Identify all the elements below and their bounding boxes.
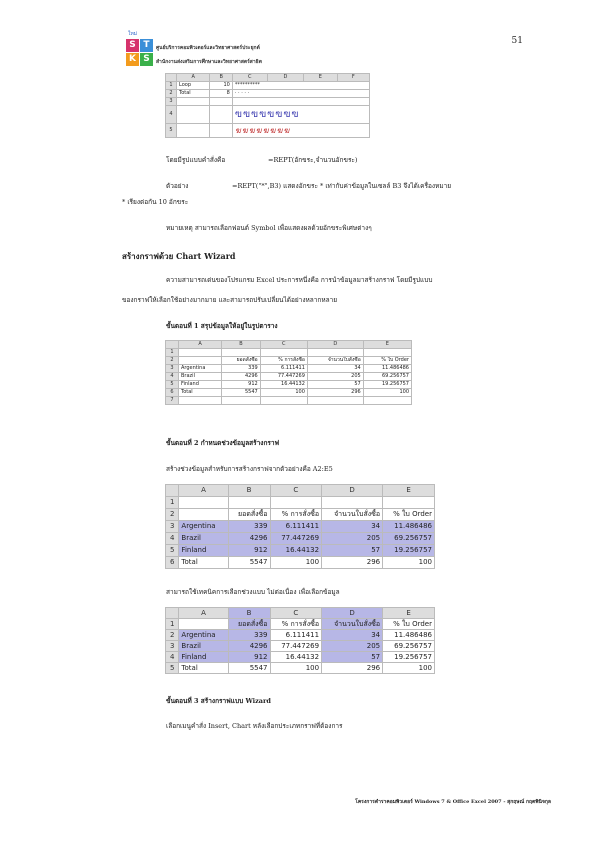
row-header: 5 [166, 545, 179, 557]
row-header: 5 [166, 381, 179, 389]
step2-description: สร้างช่วงข้อมูลสำหรับการสร้างกราฟจากตัวอย่างคือ A2:E5 [166, 465, 333, 473]
logo-letter-k: K [126, 53, 139, 66]
cell: · · · · · [232, 90, 369, 98]
summary-table-1 [165, 340, 412, 405]
step1-heading: ขั้นตอนที่ 1 สรุปข้อมูลให้อยู่ในรูปตาราง [166, 322, 278, 330]
table-row [166, 533, 435, 545]
cell: 100 [270, 557, 322, 569]
col-header: B [222, 341, 260, 349]
cell: 5547 [222, 389, 260, 397]
col-header: C [270, 608, 322, 619]
row-header: 5 [166, 124, 177, 138]
col-header: A [179, 341, 222, 349]
col-header: C [260, 341, 307, 349]
cell: Brazil [179, 533, 228, 545]
col-header: D [322, 608, 383, 619]
col-header: C [232, 74, 267, 82]
cell: 8 [210, 90, 232, 98]
cell: 34 [322, 630, 383, 641]
cell: 6.111411 [270, 630, 322, 641]
cell: 296 [322, 557, 383, 569]
cell: 69.256757 [383, 641, 435, 652]
table-row [166, 106, 370, 124]
cell: 69.256757 [363, 373, 411, 381]
col-header: A [179, 485, 228, 497]
cell: จำนวนใบสั่งซื้อ [307, 357, 363, 365]
row-header: 6 [166, 389, 179, 397]
cell: 100 [363, 389, 411, 397]
cell: 16.44132 [270, 652, 322, 663]
formula-label: โดยมีรูปแบบคำสั่งคือ [166, 156, 226, 164]
cell: 912 [222, 381, 260, 389]
row-header: 2 [166, 509, 179, 521]
header-line-2: สำนักงานส่งเสริมการศึกษาและวิทยาศาสตร์สาธิต [156, 59, 262, 65]
cell: 77.447269 [260, 373, 307, 381]
cell: 5547 [228, 663, 270, 674]
cell: ********** [232, 82, 369, 90]
cell: Argentina [179, 521, 228, 533]
cell: Argentina [179, 630, 228, 641]
cell: 19.256757 [363, 381, 411, 389]
cell: 77.447269 [270, 533, 322, 545]
cell: Loop [177, 82, 210, 90]
table-row [166, 365, 412, 373]
step2-description-2: สามารถใช้เทคนิคการเลือกช่วงแบบ ไม่ต่อเนื่อง เพื่อเลือกข้อมูล [166, 588, 340, 596]
table-row [166, 98, 370, 106]
table-row [166, 389, 412, 397]
cell: 57 [322, 652, 383, 663]
col-header: E [383, 485, 435, 497]
table-row [166, 82, 370, 90]
row-header: 1 [166, 619, 179, 630]
cell: 6.111411 [260, 365, 307, 373]
cell: Brazil [179, 641, 228, 652]
row-header: 1 [166, 82, 177, 90]
row-header: 2 [166, 630, 179, 641]
row-header: 3 [166, 521, 179, 533]
cell: Total [177, 90, 210, 98]
table-row [166, 619, 435, 630]
selected-range-table [165, 484, 435, 569]
step3-heading: ขั้นตอนที่ 3 สร้างกราฟแบบ Wizard [166, 697, 271, 705]
row-header: 5 [166, 663, 179, 674]
cell: 34 [322, 521, 383, 533]
cell: 100 [383, 663, 435, 674]
logo-letter-s: S [126, 39, 139, 52]
example-text-2: * เรียงต่อกัน 10 อักขระ [122, 198, 189, 206]
cell: 77.447269 [270, 641, 322, 652]
cell: ยอดสั่งซื้อ [228, 509, 270, 521]
cell: % การสั่งซื้อ [260, 357, 307, 365]
rept-example-sheet [165, 73, 370, 138]
cell: % ใบ Order [363, 357, 411, 365]
table-row [166, 652, 435, 663]
cell [179, 357, 222, 365]
table-row [166, 545, 435, 557]
cell: 296 [307, 389, 363, 397]
institution-logo [126, 31, 154, 70]
cell: 100 [270, 663, 322, 674]
cell: 19.256757 [383, 545, 435, 557]
table-row [166, 90, 370, 98]
cell: ยอดสั่งซื้อ [228, 619, 270, 630]
cell: 69.256757 [383, 533, 435, 545]
row-header: 4 [166, 106, 177, 124]
logo-letter-t: T [140, 39, 153, 52]
cell: 11.486486 [363, 365, 411, 373]
row-header: 1 [166, 497, 179, 509]
row-header: 2 [166, 90, 177, 98]
col-header: E [383, 608, 435, 619]
cell: % ใบ Order [383, 619, 435, 630]
col-header: A [179, 608, 228, 619]
noncontiguous-selection-table [165, 607, 435, 674]
table-row [166, 663, 435, 674]
col-header: E [363, 341, 411, 349]
col-header: C [270, 485, 322, 497]
col-header: D [322, 485, 383, 497]
section-heading: สร้างกราฟด้วย Chart Wizard [122, 251, 236, 261]
cell: 339 [222, 365, 260, 373]
cell [179, 509, 228, 521]
cell [179, 619, 228, 630]
cell: 16.44132 [260, 381, 307, 389]
table-row [166, 373, 412, 381]
row-header: 4 [166, 652, 179, 663]
cell: Argentina [179, 365, 222, 373]
cell: จำนวนใบสั่งซื้อ [322, 619, 383, 630]
cell: 205 [307, 373, 363, 381]
row-header: 6 [166, 557, 179, 569]
formula-text: =REPT(อักขระ,จำนวนอักขระ) [268, 156, 358, 164]
page-number: 51 [511, 36, 523, 46]
cell: 34 [307, 365, 363, 373]
cell: 100 [260, 389, 307, 397]
col-header: B [228, 485, 270, 497]
cell: 16.44132 [270, 545, 322, 557]
table-row [166, 521, 435, 533]
cell: 6.111411 [270, 521, 322, 533]
cell: 339 [228, 521, 270, 533]
page-footer: โครงการตำราคอมพิวเตอร์ Windows 7 & Office Excel 2007 - สุกฤษณ์ กฤตพินิจกุล [355, 799, 551, 805]
cell: 205 [322, 533, 383, 545]
table-row [166, 381, 412, 389]
col-header: D [307, 341, 363, 349]
cell: 19.256757 [383, 652, 435, 663]
cell: ฆฆฆฆฆฆฆฆ [232, 124, 369, 138]
cell: 4296 [222, 373, 260, 381]
cell: Total [179, 557, 228, 569]
note-text: หมายเหตุ สามารถเลือกฟอนต์ Symbol เพื่อแสดงผลด้วยอักขระพิเศษต่างๆ [166, 224, 372, 232]
table-row [166, 357, 412, 365]
cell: 5547 [228, 557, 270, 569]
table-row [166, 557, 435, 569]
cell: 100 [383, 557, 435, 569]
cell: % การสั่งซื้อ [270, 509, 322, 521]
col-header: F [337, 74, 369, 82]
example-text-1: =REPT("*",B3) แสดงอักขระ * เท่ากับค่าข้อมูลในเซลล์ B3 จึงได้เครื่องหมาย [232, 182, 452, 190]
row-header: 4 [166, 533, 179, 545]
col-header: E [304, 74, 338, 82]
row-header: 2 [166, 357, 179, 365]
cell: 296 [322, 663, 383, 674]
col-header: D [267, 74, 303, 82]
cell: 4296 [228, 641, 270, 652]
header-line-1: ศูนย์บริการคอมพิวเตอร์และวิทยาศาสตร์ประยุกต์ [156, 45, 260, 51]
row-header: 4 [166, 373, 179, 381]
col-header: B [210, 74, 232, 82]
cell: ฃฃฃฃฃฃฃฃ [232, 106, 369, 124]
cell: Total [179, 389, 222, 397]
row-header: 3 [166, 98, 177, 106]
row-header: 7 [166, 397, 179, 405]
col-header: A [177, 74, 210, 82]
cell: Brazil [179, 373, 222, 381]
cell: 57 [322, 545, 383, 557]
logo-top-text: ใหม่ [128, 31, 138, 37]
example-label: ตัวอย่าง [166, 182, 189, 190]
row-header: 3 [166, 365, 179, 373]
step3-description: เลือกเมนูคำสั่ง Insert, Chart หลังเลือกประเภทกราฟที่ต้องการ [166, 722, 343, 730]
intro-line-2: ของกราฟให้เลือกใช้อย่างมากมาย และสามารถปรับเปลี่ยนได้อย่างหลากหลาย [122, 296, 338, 304]
cell: Finland [179, 381, 222, 389]
table-row [166, 641, 435, 652]
row-header: 1 [166, 349, 179, 357]
cell: 339 [228, 630, 270, 641]
cell: 57 [307, 381, 363, 389]
cell: 4296 [228, 533, 270, 545]
cell: 205 [322, 641, 383, 652]
logo-letter-s2: S [140, 53, 153, 66]
col-header: B [228, 608, 270, 619]
cell: ยอดสั่งซื้อ [222, 357, 260, 365]
table-row [166, 630, 435, 641]
cell: จำนวนใบสั่งซื้อ [322, 509, 383, 521]
row-header: 3 [166, 641, 179, 652]
table-row [166, 509, 435, 521]
cell: 11.486486 [383, 630, 435, 641]
cell: 11.486486 [383, 521, 435, 533]
step2-heading: ขั้นตอนที่ 2 กำหนดช่วงข้อมูลสร้างกราฟ [166, 439, 280, 447]
cell: 912 [228, 545, 270, 557]
cell: % การสั่งซื้อ [270, 619, 322, 630]
cell: 10 [210, 82, 232, 90]
table-row [166, 124, 370, 138]
cell: Finland [179, 545, 228, 557]
intro-line-1: ความสามารถเด่นของโปรแกรม Excel ประการหนึ่งคือ การนำข้อมูลมาสร้างกราฟ โดยมีรูปแบบ [166, 276, 433, 284]
cell: Total [179, 663, 228, 674]
cell: % ใบ Order [383, 509, 435, 521]
cell: 912 [228, 652, 270, 663]
cell: Finland [179, 652, 228, 663]
